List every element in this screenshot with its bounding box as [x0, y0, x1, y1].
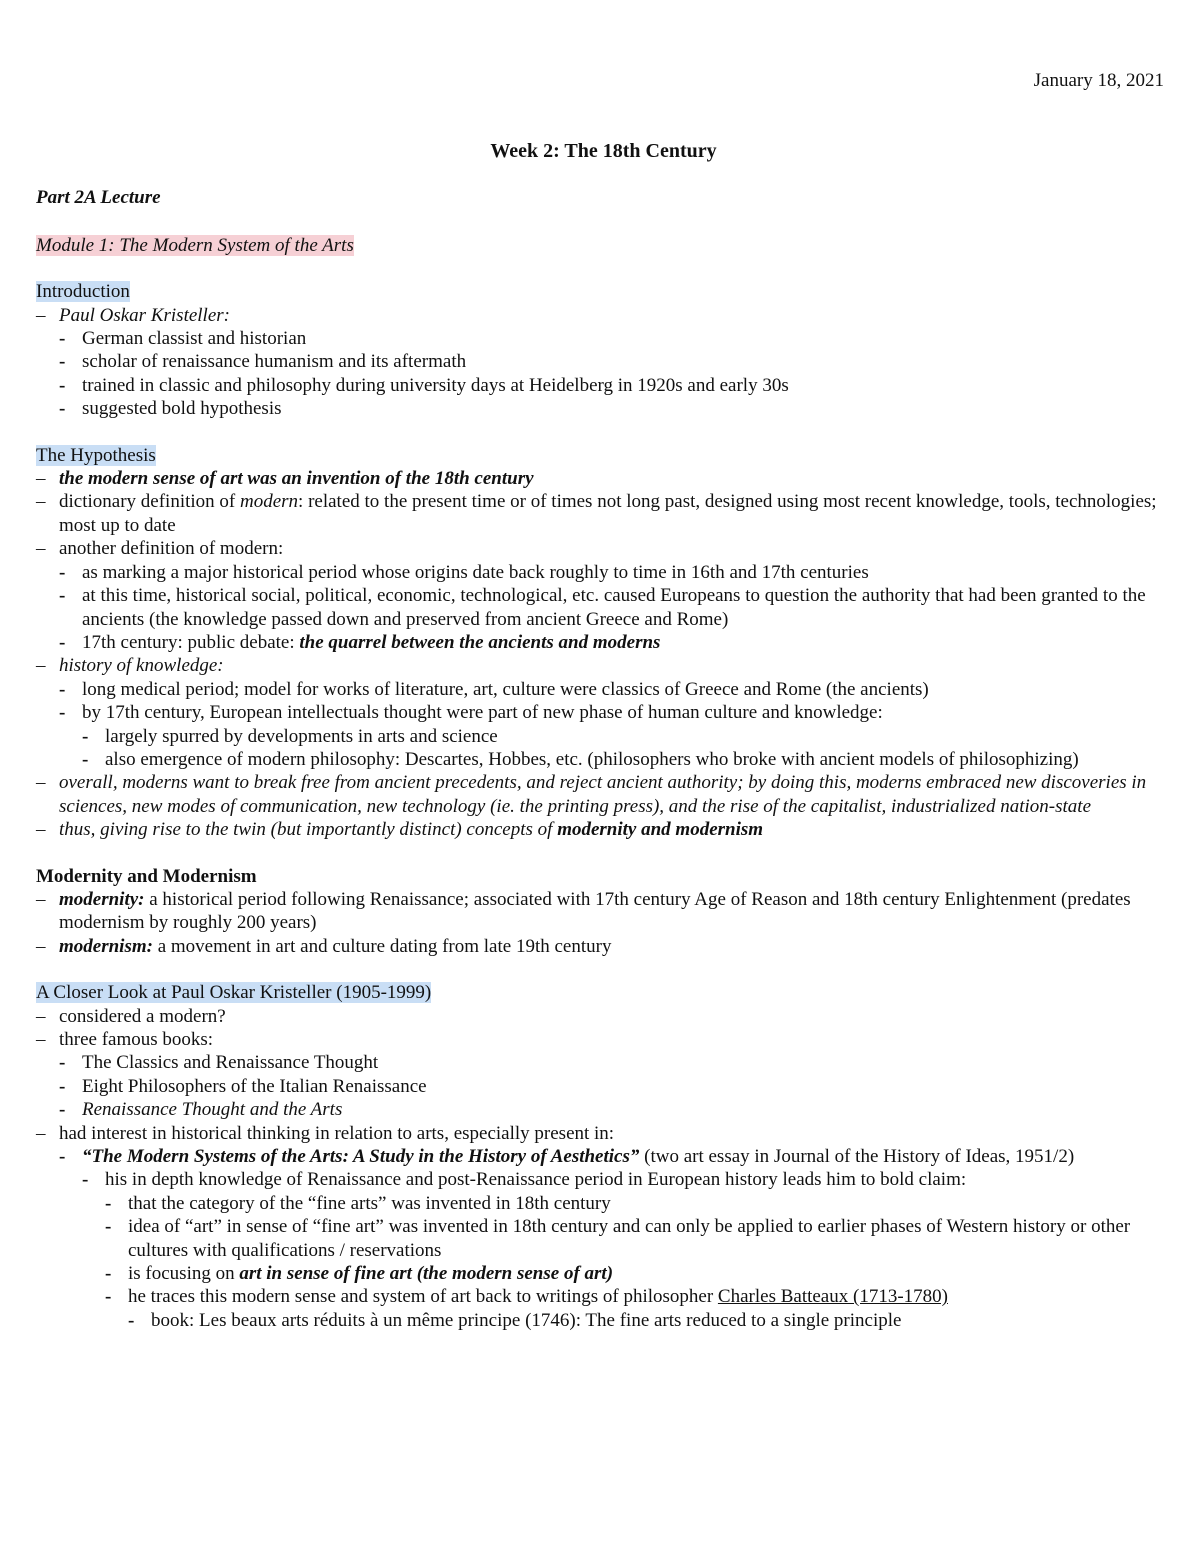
hypothesis-heading-text: The Hypothesis: [36, 444, 156, 466]
text-run: had interest in historical thinking in relation to arts, especially present in:: [59, 1122, 615, 1144]
sub-list: [59, 678, 1171, 772]
text-run-bold-italic: modernity and modernism: [557, 819, 764, 841]
list-item: - German classist and historian: [59, 327, 1171, 350]
module-heading-text: Module 1: The Modern System of the Arts: [36, 234, 354, 256]
list-item: [36, 888, 1171, 935]
list-item: [105, 1285, 1171, 1332]
list-item: [36, 537, 1171, 654]
list-item: - largely spurred by developments in arts and science: [82, 725, 1171, 748]
list-item: [36, 1028, 1171, 1122]
text-run: by 17th century, European intellectuals thought were part of new phase of human culture and knowledge:: [82, 702, 883, 724]
text-run-bold-italic: art in sense of fine art (the modern sense of art): [239, 1263, 614, 1285]
list-item: - The Classics and Renaissance Thought: [59, 1051, 1171, 1074]
list-item: - idea of “art” in sense of “fine art” was invented in 18th century and can only be applied to earlier phases of Western history or other cultures with qualifications / reservations: [105, 1215, 1171, 1262]
kristeller-list: [36, 1005, 1171, 1333]
text-run: (two art essay in Journal of the History of Ideas, 1951/2): [639, 1146, 1075, 1168]
sub-list: [59, 327, 1171, 421]
module-heading: [36, 234, 1171, 257]
section-heading-modernity: Modernity and Modernism: [36, 865, 257, 887]
kristeller-label: Paul Oskar Kristeller:: [59, 304, 230, 326]
list-item: - Eight Philosophers of the Italian Renaissance: [59, 1075, 1171, 1098]
section-heading-hypothesis: [36, 444, 1171, 467]
part-heading: Part 2A Lecture: [36, 187, 161, 209]
section-heading-kristeller: [36, 981, 1171, 1004]
document-title: Week 2: The 18th Century: [490, 140, 717, 162]
document-date: January 18, 2021: [1033, 70, 1164, 91]
text-run: another definition of modern:: [59, 538, 284, 560]
text-run: 17th century: public debate:: [82, 631, 300, 653]
text-run: his in depth knowledge of Renaissance and post-Renaissance period in European history leads him to bold claim:: [105, 1169, 967, 1191]
list-item: [36, 1122, 1171, 1333]
term-modernity: modernity:: [59, 888, 145, 910]
kristeller-heading-text: A Closer Look at Paul Oskar Kristeller (1905-1999): [36, 982, 432, 1004]
list-item: - also emergence of modern philosophy: Descartes, Hobbes, etc. (philosophers who broke with ancient models of philosophizing): [82, 748, 1171, 771]
list-item: [82, 1168, 1171, 1332]
list-item: [59, 631, 1171, 654]
list-item: - suggested bold hypothesis: [59, 397, 1171, 420]
list-item: - long medical period; model for works of literature, art, culture were classics of Greece and Rome (the ancients): [59, 678, 1171, 701]
sub-sub-sub-list: [105, 1192, 1171, 1332]
section-introduction: [36, 280, 1171, 420]
list-item: [36, 654, 1171, 771]
list-item: - scholar of renaissance humanism and its aftermath: [59, 350, 1171, 373]
list-item: [36, 490, 1171, 537]
sub-list: [59, 1145, 1171, 1332]
sub-list: [59, 561, 1171, 655]
text-run: three famous books:: [59, 1029, 214, 1050]
list-item: - book: Les beaux arts réduits à un même principe (1746): The fine arts reduced to a single principle: [128, 1309, 1171, 1332]
section-heading-introduction: [36, 280, 1171, 303]
essay-title: “The Modern Systems of the Arts: A Study in the History of Aesthetics”: [82, 1146, 640, 1168]
list-item: [36, 935, 1171, 958]
list-item: - that the category of the “fine arts” was invented in 18th century: [105, 1192, 1171, 1215]
text-run-italic: Renaissance Thought and the Arts: [82, 1099, 343, 1121]
introduction-list: [36, 304, 1171, 421]
hypothesis-list: [36, 467, 1171, 842]
text-run-italic: modern: [239, 491, 299, 513]
list-item: [105, 1262, 1171, 1285]
section-modernity: [36, 865, 1171, 959]
modernity-list: [36, 888, 1171, 958]
list-item: [36, 771, 1171, 818]
term-modernism: modernism:: [59, 935, 153, 957]
list-item: [36, 467, 1171, 490]
text-run-italic: thus, giving rise to the twin (but importantly distinct) concepts of: [59, 819, 558, 841]
sub-sub-sub-sub-list: [128, 1309, 1171, 1332]
text-run: a historical period following Renaissance; associated with 17th century Age of Reason and 18th century Enlightenment (predates modernism by roughly 200 years): [59, 888, 1131, 934]
text-run-italic: overall, moderns want to break free from ancient precedents, and reject ancient authority; by doing this, moderns embraced new discoveries in sciences, new modes of communication, new technology (ie. the printing press), and the rise of the capitalist, industrialized nation-state: [59, 772, 1147, 817]
text-run: a movement in art and culture dating from late 19th century: [152, 935, 612, 957]
list-item: - as marking a major historical period whose origins date back roughly to time in 16th and 17th centuries: [59, 561, 1171, 584]
hypothesis-statement: the modern sense of art was an invention of the 18th century: [59, 468, 534, 490]
list-item: [59, 1145, 1171, 1332]
text-run-italic: history of knowledge:: [59, 655, 224, 677]
list-item: [36, 304, 1171, 421]
text-run: is focusing on: [128, 1263, 240, 1285]
sub-sub-list: [82, 1168, 1171, 1332]
list-item: - at this time, historical social, political, economic, technological, etc. caused Europeans to question the authority that had been granted to the ancients (the knowledge passed down and preserved from ancient Greece and Rome): [59, 584, 1171, 631]
text-run: : related to the present time or of times not long past, designed using most recent knowledge, tools, technologies; most up to date: [59, 491, 1157, 536]
sub-list: [59, 1051, 1171, 1121]
list-item: [36, 818, 1171, 841]
text-run: dictionary definition of: [59, 491, 240, 513]
section-hypothesis: [36, 444, 1171, 842]
list-item: - trained in classic and philosophy during university days at Heidelberg in 1920s and early 30s: [59, 374, 1171, 397]
text-run-underlined: Charles Batteaux (1713-1780): [717, 1286, 948, 1308]
sub-sub-list: [82, 725, 1171, 772]
text-run-bold-italic: the quarrel between the ancients and moderns: [299, 631, 661, 653]
list-item: [59, 1098, 1171, 1121]
section-kristeller: [36, 981, 1171, 1332]
introduction-heading-text: Introduction: [36, 281, 130, 303]
document-content: [36, 140, 1171, 1332]
text-run: he traces this modern sense and system of art back to writings of philosopher: [128, 1286, 718, 1308]
list-item: – considered a modern?: [36, 1005, 1171, 1028]
list-item: [59, 701, 1171, 771]
